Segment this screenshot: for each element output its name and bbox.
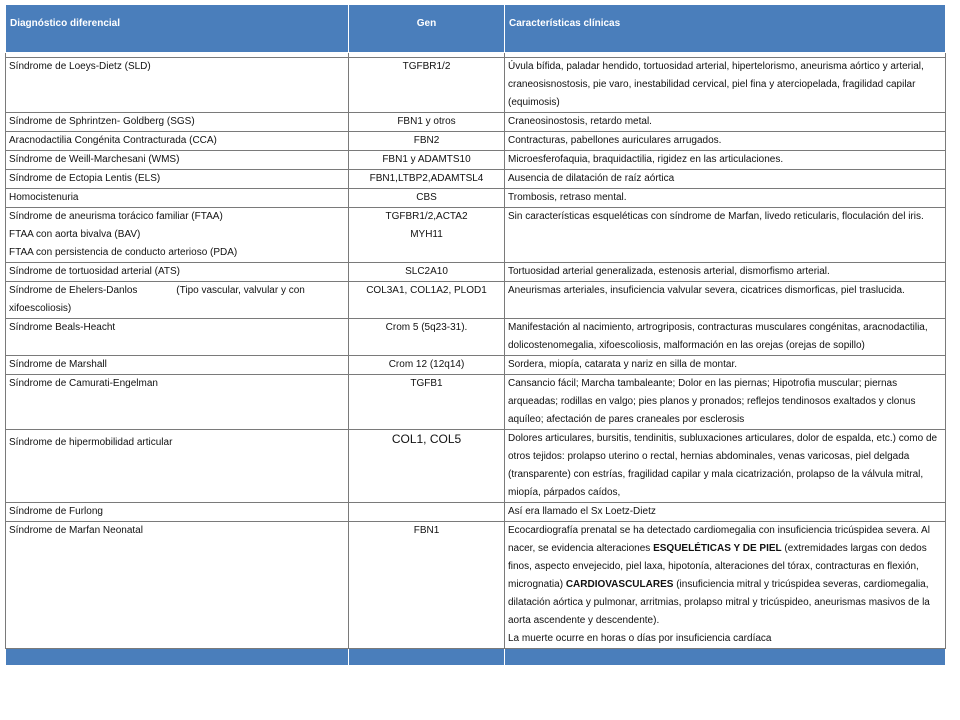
clinical-cell — [505, 522, 946, 649]
clinical-text: Craneosinostosis, retardo metal. — [508, 116, 652, 127]
diagnosis-text: Síndrome Beals-Heacht — [9, 322, 116, 333]
gene-cell — [349, 58, 505, 113]
table-row — [6, 151, 946, 170]
clinical-text: Sin características esqueléticas con síndrome de Marfan, livedo reticularis, floculación del iris. — [508, 211, 924, 222]
diagnosis-text: Síndrome de Ectopia Lentis (ELS) — [9, 173, 161, 184]
differential-diagnosis-table — [5, 4, 946, 666]
clinical-text: Manifestación al nacimiento, artrogriposis, contracturas musculares congénitas, aracnodactilia, dolicostenomegalia, xifoescoliosis, malformación en las orejas (orejas de sopillo) — [508, 322, 928, 351]
diagnosis-text: Síndrome de Weill-Marchesani (WMS) — [9, 154, 180, 165]
diagnosis-cell — [6, 132, 349, 151]
gene-cell — [349, 430, 505, 503]
diagnosis-text: Síndrome de tortuosidad arterial (ATS) — [9, 266, 181, 277]
table-row — [6, 522, 946, 649]
diagnosis-cell — [6, 319, 349, 356]
diagnosis-text: Síndrome de aneurisma torácico familiar (FTAA) — [9, 211, 223, 222]
clinical-cell — [505, 356, 946, 375]
diagnosis-text: FTAA con aorta bivalva (BAV) — [9, 229, 141, 240]
gene-cell — [349, 263, 505, 282]
clinical-text: Dolores articulares, bursitis, tendinitis, subluxaciones articulares, dolor de espalda, etc.) como de otros tejidos: prolapso uterino o rectal, hernias abdominales, venas varicosas, piel delgada (transparente) con estrías, fragilidad capilar y mala cicatrización, prolapso de la válvula mitral, miopía, párpados caídos, — [508, 433, 938, 498]
diagnosis-cell — [6, 208, 349, 263]
diagnosis-cell — [6, 170, 349, 189]
clinical-cell — [505, 132, 946, 151]
clinical-cell — [505, 319, 946, 356]
table-row — [6, 282, 946, 319]
footer-cell — [505, 649, 946, 666]
clinical-cell — [505, 282, 946, 319]
clinical-text-bold: ESQUELÉTICAS Y DE PIEL — [653, 543, 782, 554]
gene-cell — [349, 208, 505, 263]
gene-text: SLC2A10 — [405, 266, 448, 277]
gene-cell — [349, 522, 505, 649]
gene-text: COL1, COL5 — [391, 432, 462, 446]
table-footer-row — [6, 649, 946, 666]
footer-cell — [349, 649, 505, 666]
table-row — [6, 170, 946, 189]
clinical-text-part: (extremidades largas con dedos finos, aspecto envejecido, piel laxa, hipotonía, alteraciones del tórax, contracturas en flexión, micrognatia) — [508, 543, 927, 590]
clinical-text: Así era llamado el Sx Loetz-Dietz — [508, 506, 656, 517]
gene-text: TGFBR1/2,ACTA2 — [385, 211, 468, 222]
gene-text: TGFB1 — [410, 378, 443, 389]
table-body — [6, 53, 946, 666]
clinical-cell — [505, 208, 946, 263]
footer-cell — [6, 649, 349, 666]
diagnosis-cell — [6, 189, 349, 208]
clinical-text: Contracturas, pabellones auriculares arrugados. — [508, 135, 722, 146]
diagnosis-cell — [6, 151, 349, 170]
table-row — [6, 319, 946, 356]
gene-cell — [349, 113, 505, 132]
diagnosis-text: Síndrome de Marfan Neonatal — [9, 525, 143, 536]
table-row — [6, 208, 946, 263]
table-row — [6, 430, 946, 503]
diagnosis-cell — [6, 503, 349, 522]
clinical-cell — [505, 375, 946, 430]
table-row — [6, 375, 946, 430]
gene-cell — [349, 170, 505, 189]
gene-text: FBN2 — [413, 135, 440, 146]
table-header-row — [6, 5, 946, 53]
clinical-text-part: (insuficiencia mitral y tricúspidea severas, cardiomegalia, dilatación aórtica y pulmonar, arritmias, prolapso mitral y tricúspideo, aneurismas masivos de la aorta ascendente y descendente). — [508, 579, 930, 626]
diagnosis-cell — [6, 375, 349, 430]
diagnosis-cell — [6, 356, 349, 375]
diagnosis-cell — [6, 430, 349, 503]
gene-text: CBS — [416, 192, 437, 203]
clinical-text-part: Ecocardiografía prenatal se ha detectado cardiomegalia con insuficiencia tricúspidea severa. Al nacer, se evidencia alteraciones — [508, 525, 930, 554]
gene-cell — [349, 319, 505, 356]
clinical-text: Trombosis, retraso mental. — [508, 192, 627, 203]
header-gene: Gen — [349, 5, 505, 53]
diagnosis-text: Homocistenuria — [9, 192, 79, 203]
clinical-cell — [505, 189, 946, 208]
clinical-cell — [505, 430, 946, 503]
clinical-cell — [505, 58, 946, 113]
diagnosis-text: Síndrome de Loeys-Dietz (SLD) — [9, 61, 151, 72]
gene-cell — [349, 282, 505, 319]
gene-text: Crom 12 (12q14) — [388, 359, 465, 370]
clinical-cell — [505, 113, 946, 132]
clinical-cell — [505, 263, 946, 282]
diagnosis-text: Aracnodactilia Congénita Contracturada (CCA) — [9, 135, 217, 146]
table-row — [6, 263, 946, 282]
gene-cell — [349, 189, 505, 208]
table-row — [6, 189, 946, 208]
header-clinical: Características clínicas — [505, 5, 946, 53]
diagnosis-text: Síndrome de Sphrintzen- Goldberg (SGS) — [9, 116, 195, 127]
gene-cell — [349, 375, 505, 430]
clinical-text — [508, 525, 930, 626]
gene-cell — [349, 151, 505, 170]
gene-text: FBN1 y otros — [397, 116, 456, 127]
gene-text: FBN1 y ADAMTS10 — [382, 154, 471, 165]
gene-text: MYH11 — [410, 229, 443, 240]
gene-cell — [349, 356, 505, 375]
clinical-cell — [505, 503, 946, 522]
gene-text: FBN1 — [413, 525, 440, 536]
clinical-cell — [505, 170, 946, 189]
diagnosis-text: Síndrome de Ehelers-Danlos (Tipo vascular, valvular y con xifoescoliosis) — [9, 285, 308, 314]
clinical-text-bold: CARDIOVASCULARES — [565, 579, 674, 590]
gene-text: Crom 5 (5q23-31). — [385, 322, 468, 333]
gene-cell — [349, 132, 505, 151]
differential-diagnosis-table-container — [5, 4, 945, 666]
diagnosis-text: Síndrome de Furlong — [9, 506, 103, 517]
gene-text: COL3A1, COL1A2, PLOD1 — [366, 285, 487, 296]
clinical-text: Aneurismas arteriales, insuficiencia valvular severa, cicatrices dismorficas, piel traslucida. — [508, 285, 905, 296]
diagnosis-text: Síndrome de hipermobilidad articular — [9, 437, 173, 448]
diagnosis-cell — [6, 263, 349, 282]
table-row — [6, 132, 946, 151]
gene-text: TGFBR1/2 — [402, 61, 451, 72]
table-row — [6, 58, 946, 113]
diagnosis-cell — [6, 522, 349, 649]
clinical-text: Cansancio fácil; Marcha tambaleante; Dolor en las piernas; Hipotrofia muscular; piernas arqueadas; rodillas en valgo; pies planos y pronados; reflejos tendinosos exaltados y clonus aquíleo; afectación de pares craneales por esclerosis — [508, 378, 916, 425]
clinical-text: Tortuosidad arterial generalizada, estenosis arterial, dismorfismo arterial. — [508, 266, 830, 277]
clinical-text: Ausencia de dilatación de raíz aórtica — [508, 173, 675, 184]
diagnosis-text: Síndrome de Marshall — [9, 359, 107, 370]
clinical-text: La muerte ocurre en horas o días por insuficiencia cardíaca — [508, 633, 772, 644]
table-row — [6, 503, 946, 522]
diagnosis-cell — [6, 113, 349, 132]
table-row — [6, 356, 946, 375]
gene-cell — [349, 503, 505, 522]
clinical-cell — [505, 151, 946, 170]
clinical-text: Úvula bífida, paladar hendido, tortuosidad arterial, hipertelorismo, aneurisma aórtico y arterial, craneosisnostosis, pie varo, inestabilidad cervical, piel fina y aterciopelada, fragilidad capilar (equimosis) — [508, 61, 924, 108]
header-diagnosis: Diagnóstico diferencial — [6, 5, 349, 53]
diagnosis-text: Síndrome de Camurati-Engelman — [9, 378, 158, 389]
clinical-text: Sordera, miopía, catarata y nariz en silla de montar. — [508, 359, 738, 370]
diagnosis-cell — [6, 58, 349, 113]
gene-text: FBN1,LTBP2,ADAMTSL4 — [369, 173, 484, 184]
table-row — [6, 113, 946, 132]
diagnosis-cell — [6, 282, 349, 319]
clinical-text: Microesferofaquia, braquidactilia, rigidez en las articulaciones. — [508, 154, 784, 165]
diagnosis-text: FTAA con persistencia de conducto arterioso (PDA) — [9, 247, 238, 258]
